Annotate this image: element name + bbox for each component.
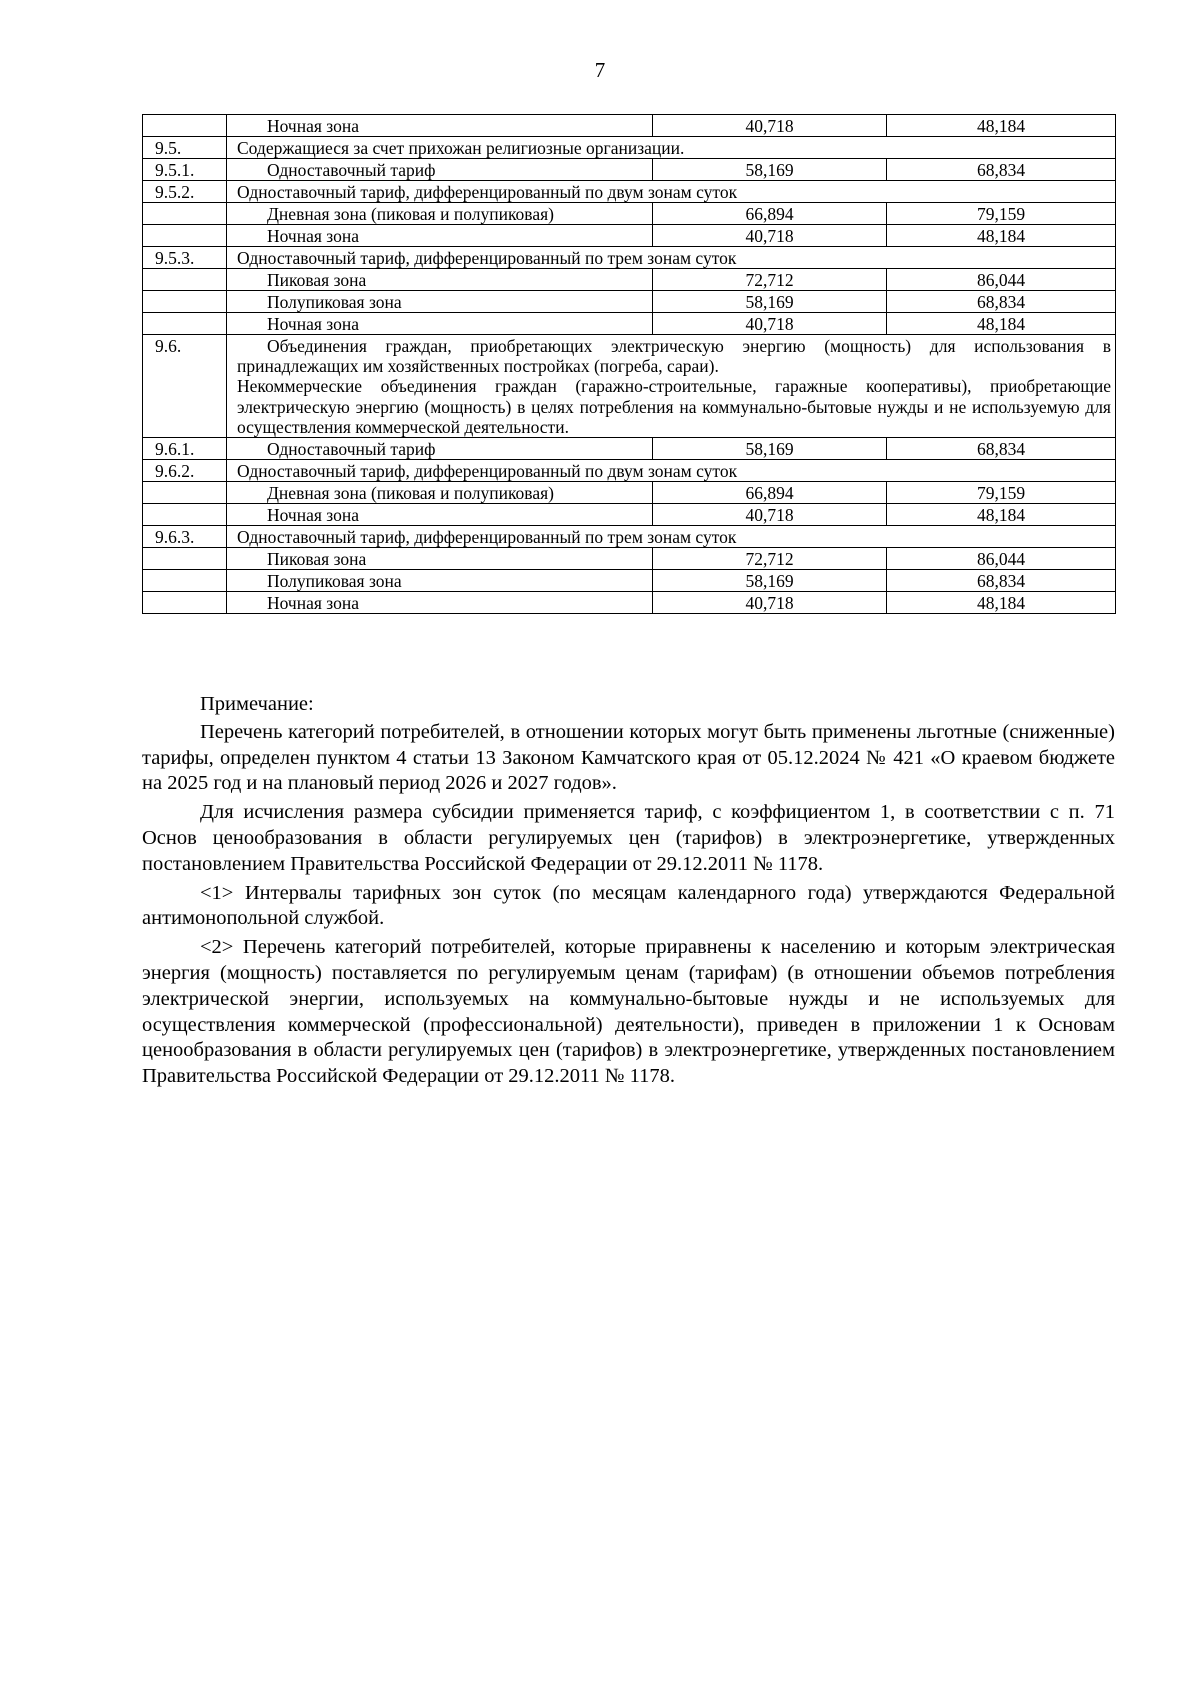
tariff-value-1: 40,718 (653, 313, 887, 335)
table-row (143, 203, 1116, 225)
row-number: 9.6. (143, 335, 227, 438)
tariff-value-2: 79,159 (887, 203, 1116, 225)
row-category-name: Одноставочный тариф, дифференцированный по трем зонам суток (227, 526, 1116, 548)
note-paragraph: <1> Интервалы тарифных зон суток (по месяцам календарного года) утверждаются Федеральной антимонопольной службой. (142, 881, 1115, 930)
tariff-value-2: 48,184 (887, 313, 1116, 335)
row-category-description (227, 335, 1116, 438)
table-row (143, 225, 1116, 247)
row-number: 9.5.3. (143, 247, 227, 269)
table-row (143, 159, 1116, 181)
table-row (143, 482, 1116, 504)
description-line: Объединения граждан, приобретающих электрическую энергию (мощность) для использования в принадлежащих им хозяйственных постройках (погреба, сараи). (237, 336, 1111, 377)
row-tariff-name: Одноставочный тариф (227, 438, 653, 460)
row-number: 9.6.3. (143, 526, 227, 548)
row-zone-name: Полупиковая зона (227, 570, 653, 592)
tariff-value-1: 40,718 (653, 592, 887, 614)
row-number (143, 504, 227, 526)
tariff-value-2: 48,184 (887, 504, 1116, 526)
tariff-value-2: 48,184 (887, 115, 1116, 137)
row-zone-name: Полупиковая зона (227, 291, 653, 313)
tariff-value-1: 58,169 (653, 570, 887, 592)
table-row (143, 181, 1116, 203)
table-row (143, 570, 1116, 592)
row-number (143, 291, 227, 313)
row-zone-name: Пиковая зона (227, 548, 653, 570)
table-row (143, 247, 1116, 269)
table-row (143, 526, 1116, 548)
row-zone-name: Пиковая зона (227, 269, 653, 291)
notes-section (142, 692, 1115, 1093)
tariff-value-1: 72,712 (653, 548, 887, 570)
tariff-value-2: 48,184 (887, 592, 1116, 614)
row-number (143, 115, 227, 137)
row-number (143, 482, 227, 504)
row-category-name: Одноставочный тариф, дифференцированный по двум зонам суток (227, 181, 1116, 203)
tariff-value-1: 58,169 (653, 291, 887, 313)
row-number: 9.6.2. (143, 460, 227, 482)
tariff-value-1: 66,894 (653, 203, 887, 225)
row-zone-name: Дневная зона (пиковая и полупиковая) (227, 203, 653, 225)
row-zone-name: Ночная зона (227, 225, 653, 247)
tariff-value-2: 86,044 (887, 548, 1116, 570)
row-tariff-name: Одноставочный тариф (227, 159, 653, 181)
table-row (143, 592, 1116, 614)
row-number (143, 203, 227, 225)
table-row (143, 460, 1116, 482)
note-paragraph: Для исчисления размера субсидии применяется тариф, с коэффициентом 1, в соответствии с п. 71 Основ ценообразования в области регулируемых цен (тарифов) в электроэнергетике, утвержденных постановлением Правительства Российской Федерации от 29.12.2011 № 1178. (142, 801, 1115, 875)
tariff-value-1: 58,169 (653, 159, 887, 181)
table-row (143, 335, 1116, 438)
tariff-value-1: 40,718 (653, 115, 887, 137)
row-category-name: Содержащиеся за счет прихожан религиозные организации. (227, 137, 1116, 159)
row-number (143, 570, 227, 592)
table-row (143, 438, 1116, 460)
description-line: Некоммерческие объединения граждан (гаражно-строительные, гаражные кооперативы), приобретающие электрическую энергию (мощность) в целях потребления на коммунально-бытовые нужды и не используемую для осуществления коммерческой деятельности. (237, 376, 1111, 437)
page-number: 7 (594, 58, 606, 82)
tariff-value-1: 58,169 (653, 438, 887, 460)
tariff-table-body (143, 115, 1116, 614)
tariff-value-1: 72,712 (653, 269, 887, 291)
table-row (143, 115, 1116, 137)
table-row (143, 291, 1116, 313)
tariff-table (142, 114, 1116, 614)
row-number: 9.6.1. (143, 438, 227, 460)
row-number: 9.5.2. (143, 181, 227, 203)
tariff-value-2: 68,834 (887, 291, 1116, 313)
tariff-value-1: 40,718 (653, 225, 887, 247)
tariff-value-1: 66,894 (653, 482, 887, 504)
row-category-name: Одноставочный тариф, дифференцированный по двум зонам суток (227, 460, 1116, 482)
table-row (143, 137, 1116, 159)
row-number (143, 592, 227, 614)
notes-heading: Примечание: (200, 693, 314, 715)
note-paragraph: <2> Перечень категорий потребителей, которые приравнены к населению и которым электрическая энергия (мощность) поставляется по регулируемым ценам (тарифам) (в отношении объемов потребления электрической энергии, используемых на коммунально-бытовые нужды и не используемых для осуществления коммерческой (профессиональной) деятельности), приведен в приложении 1 к Основам ценообразования в области регулируемых цен (тарифов) в электроэнергетике, утвержденных постановлением Правительства Российской Федерации от 29.12.2011 № 1178. (142, 936, 1115, 1088)
tariff-value-2: 68,834 (887, 438, 1116, 460)
row-zone-name: Ночная зона (227, 592, 653, 614)
row-number (143, 313, 227, 335)
row-number (143, 225, 227, 247)
table-row (143, 269, 1116, 291)
row-number (143, 548, 227, 570)
row-number: 9.5.1. (143, 159, 227, 181)
row-zone-name: Дневная зона (пиковая и полупиковая) (227, 482, 653, 504)
row-category-name: Одноставочный тариф, дифференцированный по трем зонам суток (227, 247, 1116, 269)
row-number (143, 269, 227, 291)
row-zone-name: Ночная зона (227, 115, 653, 137)
tariff-value-2: 68,834 (887, 159, 1116, 181)
tariff-value-1: 40,718 (653, 504, 887, 526)
note-paragraph: Перечень категорий потребителей, в отношении которых могут быть применены льготные (сниженные) тарифы, определен пунктом 4 статьи 13 Законом Камчатского края от 05.12.2024 № 421 «О краевом бюджете на 2025 год и на плановый период 2026 и 2027 годов». (142, 720, 1115, 795)
tariff-value-2: 68,834 (887, 570, 1116, 592)
row-number: 9.5. (143, 137, 227, 159)
row-zone-name: Ночная зона (227, 504, 653, 526)
tariff-value-2: 48,184 (887, 225, 1116, 247)
tariff-value-2: 86,044 (887, 269, 1116, 291)
tariff-value-2: 79,159 (887, 482, 1116, 504)
table-row (143, 504, 1116, 526)
table-row (143, 313, 1116, 335)
row-zone-name: Ночная зона (227, 313, 653, 335)
table-row (143, 548, 1116, 570)
